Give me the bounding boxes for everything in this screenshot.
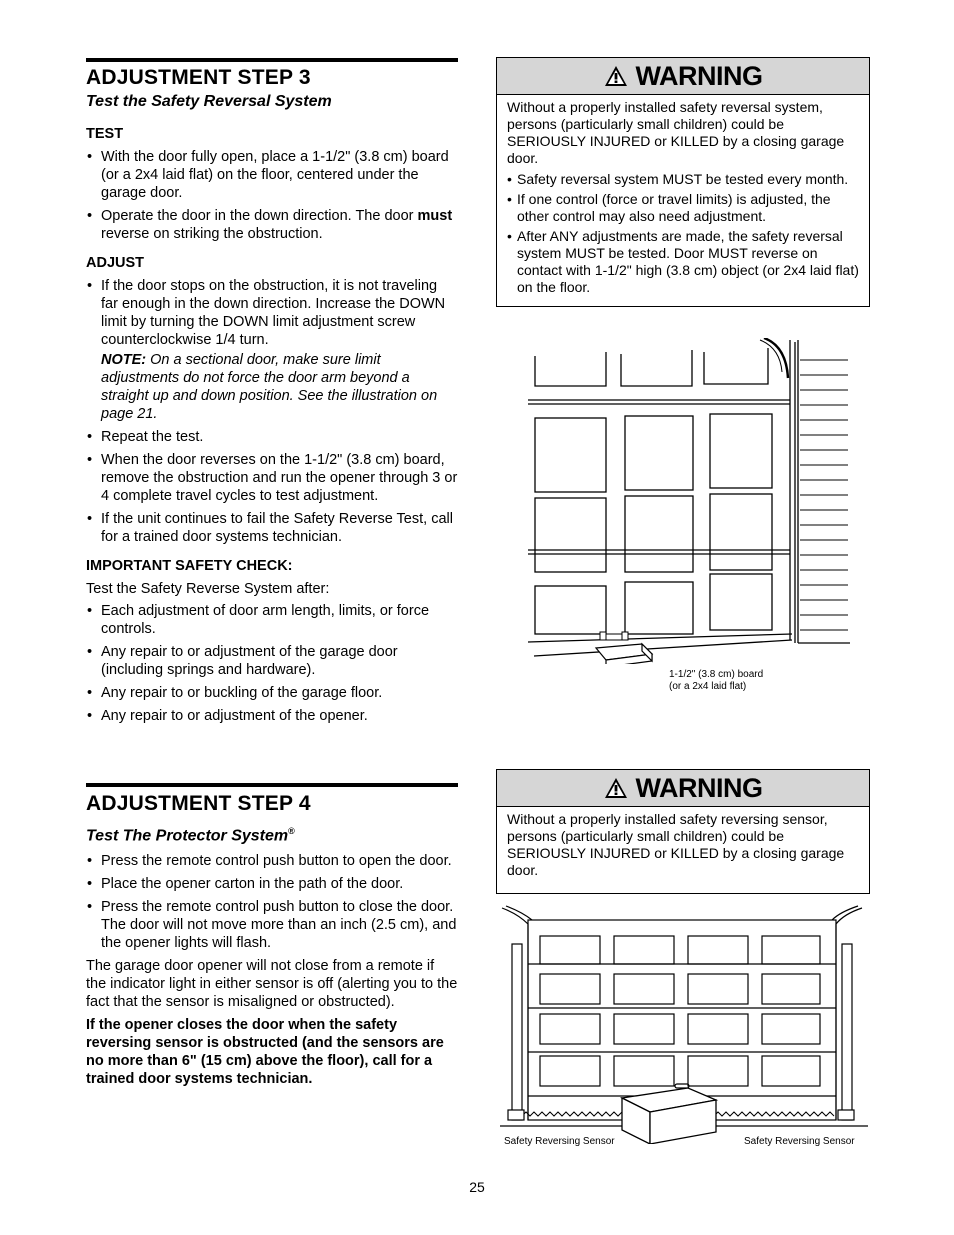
list-item: • If the door stops on the obstruction, it is not traveling far enough in the down direction. Increase the DOWN limit by turning the DOWN limit adjustment screw counterclockwise 1/4 turn. <box>86 277 458 349</box>
list-item: • With the door fully open, place a 1-1/2" (3.8 cm) board (or a 2x4 laid flat) on the floor, centered under the garage door. <box>86 148 458 202</box>
list-item: • Any repair to or buckling of the garage floor. <box>86 684 458 702</box>
safety-check-heading: IMPORTANT SAFETY CHECK: <box>86 558 293 574</box>
step-3-title: ADJUSTMENT STEP 3 <box>86 66 311 89</box>
step-4-title: ADJUSTMENT STEP 4 <box>86 792 311 815</box>
right-sensor-icon <box>838 1110 854 1120</box>
warning-intro: Without a properly installed safety reversal system, persons (particularly small children) could be SERIOUSLY INJURED or KILLED by a closing garage door. <box>507 99 845 166</box>
step-3-subtitle: Test the Safety Reversal System <box>86 93 332 110</box>
adjustment-step-4 <box>86 783 458 1088</box>
safety-check-intro: Test the Safety Reverse System after: <box>86 581 330 597</box>
list-item: • Operate the door in the down direction. The door must reverse on striking the obstruction. <box>86 207 458 243</box>
list-item: • If one control (force or travel limits) is adjusted, the other control may also need adjustment. <box>507 191 859 225</box>
left-sensor-label: Safety Reversing Sensor <box>504 1136 615 1147</box>
section-rule <box>86 58 458 62</box>
carton-icon <box>622 1088 716 1144</box>
warning-body <box>497 95 869 305</box>
step-4-bold-paragraph: If the opener closes the door when the safety reversing sensor is obstructed (and the sensors are no more than 6" (15 cm) above the floor), call for a trained door systems technician. <box>86 1017 444 1088</box>
adjust-list <box>86 277 458 349</box>
warning-box-2 <box>496 769 870 894</box>
step-4-paragraph: The garage door opener will not close from a remote if the indicator light in either sensor is off (alerting you to the fact that the sensor is misaligned or obstructed). <box>86 958 458 1011</box>
list-item: • After ANY adjustments are made, the safety reversal system MUST be tested. Door MUST reverse on contact with 1-1/2" high (3.8 cm) object (or 2x4 laid flat) on the floor. <box>507 228 859 296</box>
warning-title: WARNING <box>635 772 763 803</box>
list-item: • Any repair to or adjustment of the opener. <box>86 707 458 725</box>
list-item: • Place the opener carton in the path of the door. <box>86 875 458 893</box>
board-test-illustration <box>528 338 856 664</box>
warning-intro: Without a properly installed safety reversing sensor, persons (particularly small children) could be SERIOUSLY INJURED or KILLED by a closing garage door. <box>507 811 845 878</box>
step-4-list <box>86 852 458 952</box>
list-item: • If the unit continues to fail the Safety Reverse Test, call for a trained door systems technician. <box>86 510 458 546</box>
warning-list <box>507 171 859 296</box>
board-caption: 1-1/2" (3.8 cm) board (or a 2x4 laid flat) <box>669 669 764 692</box>
warning-header <box>497 770 869 807</box>
left-sensor-icon <box>508 1110 524 1120</box>
test-heading: TEST <box>86 126 124 142</box>
adjust-list-continued <box>86 428 458 546</box>
safety-check-list <box>86 602 458 725</box>
list-item: • When the door reverses on the 1-1/2" (3.8 cm) board, remove the obstruction and run the opener through 3 or 4 complete travel cycles to test adjustment. <box>86 451 458 505</box>
page-number: 25 <box>469 1179 485 1195</box>
list-item: • Any repair to or adjustment of the garage door (including springs and hardware). <box>86 643 458 679</box>
warning-body <box>497 807 869 885</box>
adjust-heading: ADJUST <box>86 255 145 271</box>
warning-header <box>497 58 869 95</box>
list-item: • Safety reversal system MUST be tested every month. <box>507 171 859 188</box>
adjustment-step-3 <box>86 58 458 725</box>
test-list <box>86 148 458 243</box>
list-item: • Press the remote control push button to open the door. <box>86 852 458 870</box>
section-rule <box>86 783 458 787</box>
warning-triangle-icon <box>604 777 628 799</box>
list-item: • Press the remote control push button to close the door. The door will not move more than an inch (2.5 cm), and the opener lights will flash. <box>86 898 458 952</box>
warning-triangle-icon <box>604 65 628 87</box>
list-item: • Repeat the test. <box>86 428 458 446</box>
list-item: • Each adjustment of door arm length, limits, or force controls. <box>86 602 458 638</box>
step-4-subtitle: Test The Protector System® <box>86 826 295 845</box>
carton-test-illustration <box>500 904 868 1144</box>
warning-title: WARNING <box>635 60 763 91</box>
note: NOTE: On a sectional door, make sure limit adjustments do not force the door arm beyond a straight up and down position. See the illustration on page 21. <box>101 352 438 422</box>
right-sensor-label: Safety Reversing Sensor <box>744 1136 855 1147</box>
warning-box-1 <box>496 57 870 307</box>
